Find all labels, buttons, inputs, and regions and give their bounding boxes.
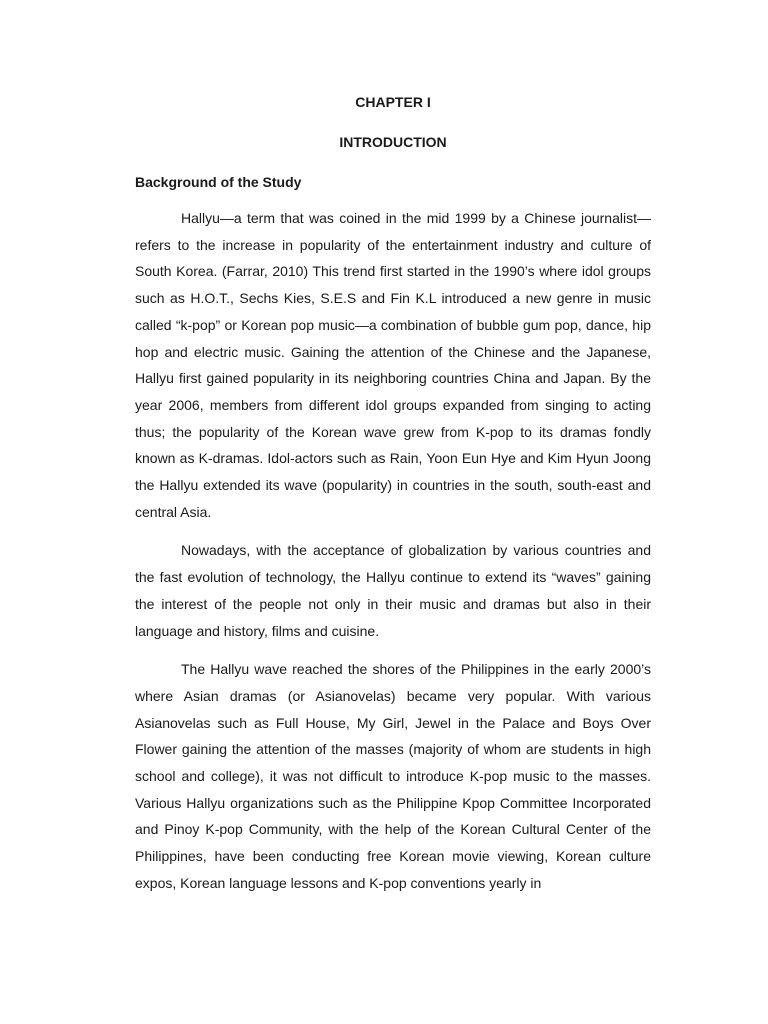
chapter-title: INTRODUCTION [339, 134, 447, 150]
chapter-number: CHAPTER I [355, 94, 431, 110]
text-column [135, 92, 651, 897]
paragraph-2: Nowadays, with the acceptance of globalization by various countries and the fast evolution of technology, the Hallyu continue to extend its “waves” gaining the interest of the people not only in their music and dramas but also in their language and history, films and cuisine. [135, 542, 651, 639]
paragraph-1: Hallyu—a term that was coined in the mid 1999 by a Chinese journalist—refers to the increase in popularity of the entertainment industry and culture of South Korea. (Farrar, 2010) This trend first started in the 1990’s where idol groups such as H.O.T., Sechs Kies, S.E.S and Fin K.L introduced a new genre in music called “k-pop” or Korean pop music—a combination of bubble gum pop, dance, hip hop and electric music. Gaining the attention of the Chinese and the Japanese, Hallyu first gained popularity in its neighboring countries China and Japan. By the year 2006, members from different idol groups expanded from singing to acting thus; the popularity of the Korean wave grew from K-pop to its dramas fondly known as K-dramas. Idol-actors such as Rain, Yoon Eun Hye and Kim Hyun Joong the Hallyu extended its wave (popularity) in countries in the south, south-east and central Asia. [135, 210, 651, 520]
paragraph-3: The Hallyu wave reached the shores of the Philippines in the early 2000’s where Asian dramas (or Asianovelas) became very popular. With various Asianovelas such as Full House, My Girl, Jewel in the Palace and Boys Over Flower gaining the attention of the masses (majority of whom are students in high school and college), it was not difficult to introduce K-pop music to the masses. Various Hallyu organizations such as the Philippine Kpop Committee Incorporated and Pinoy K-pop Community, with the help of the Korean Cultural Center of the Philippines, have been conducting free Korean movie viewing, Korean culture expos, Korean language lessons and K-pop conventions yearly in [135, 661, 651, 891]
section-heading: Background of the Study [135, 174, 302, 190]
